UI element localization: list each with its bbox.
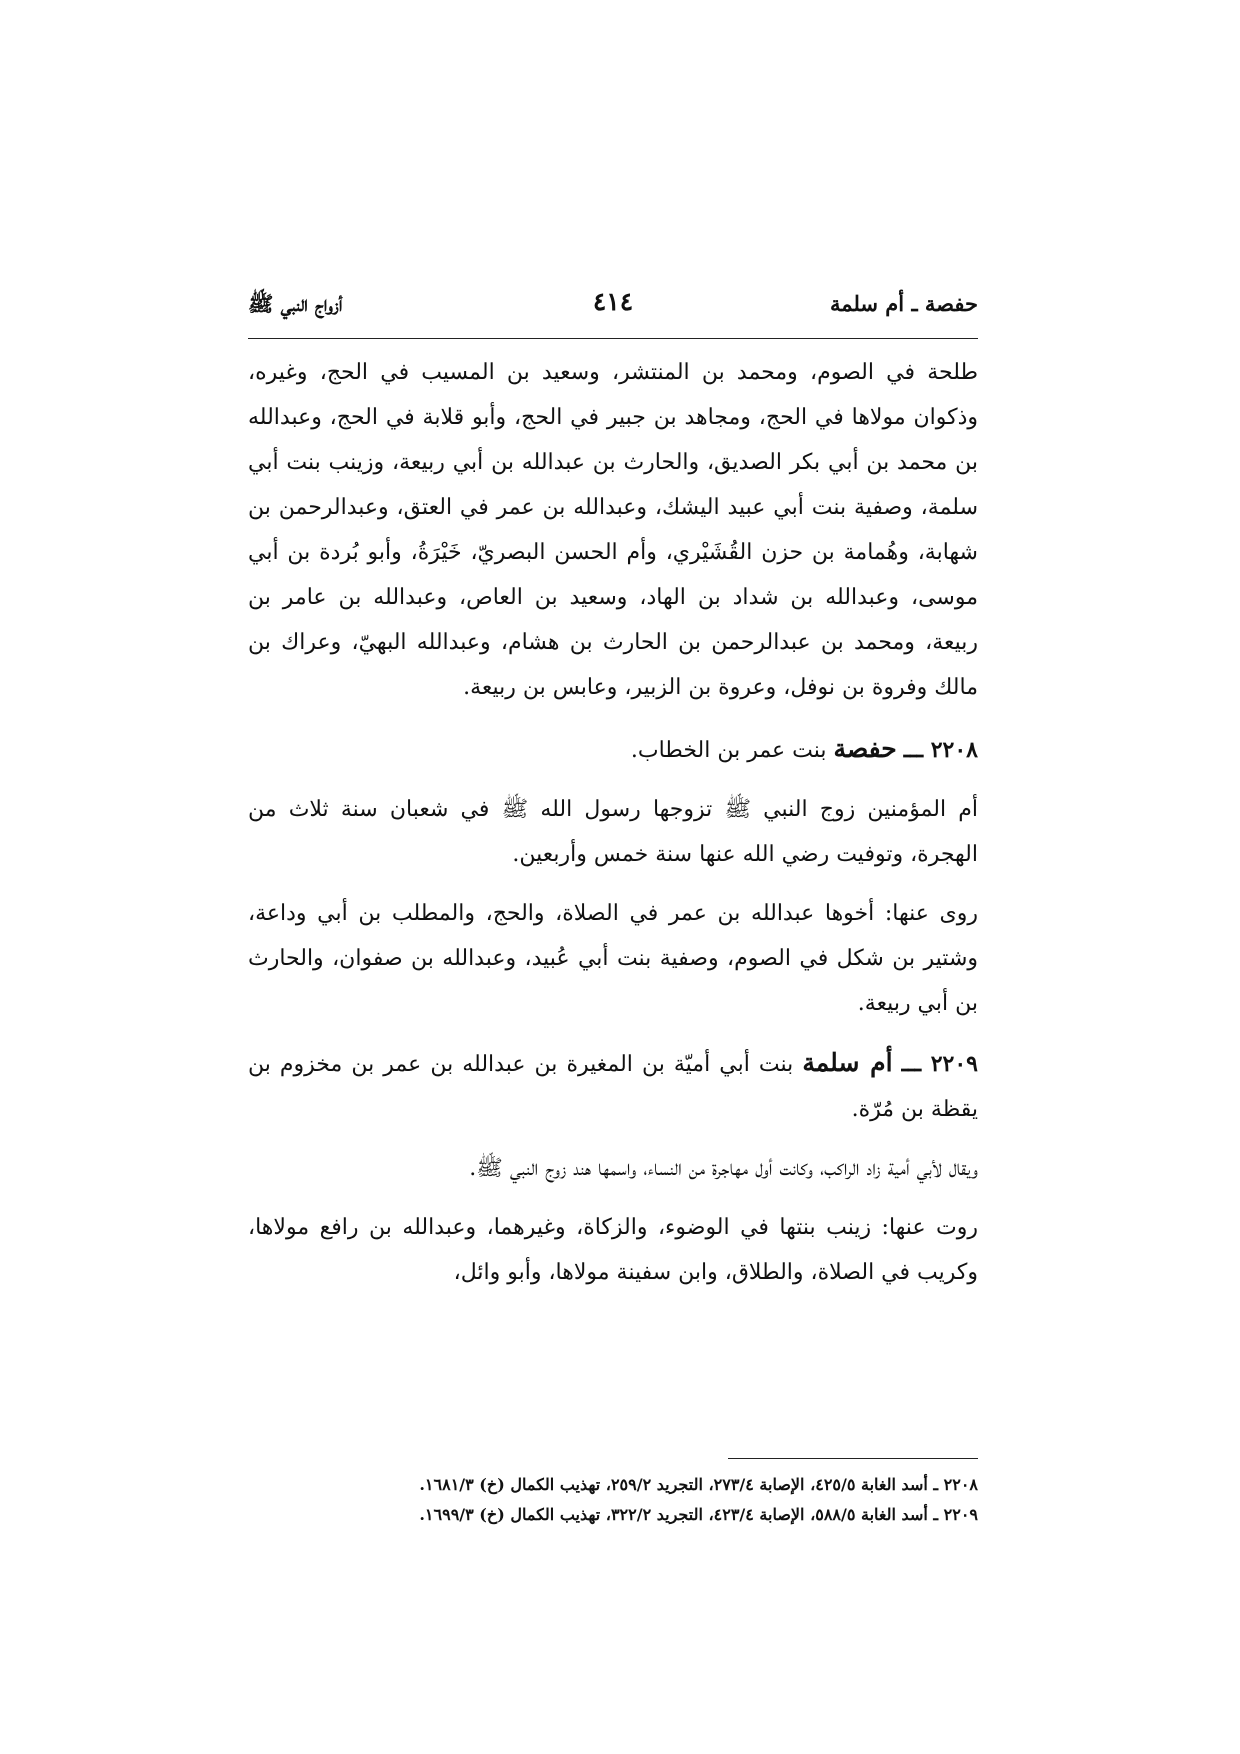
paragraph-narrators: روى عنها: أخوها عبدالله بن عمر في الصلاة، والحج، والمطلب بن أبي وداعة، وشتير بن شكل في الصوم، وصفية بنت أبي عُبيد، وعبدالله بن صفوان، والحارث بن أبي ربيعة. [248, 901, 978, 1016]
paragraph-biography: أم المؤمنين زوج النبي ﷺ تزوجها رسول الله ﷺ في شعبان سنة ثلاث من الهجرة، وتوفيت رضي الله عنها سنة خمس وأربعين. [248, 797, 978, 867]
footnote: ٢٢٠٨ ـ أسد الغابة ٤٢٥/٥، الإصابة ٢٧٣/٤، التجريد ٢٥٩/٢، تهذيب الكمال (خ) ١٦٨١/٣. [419, 1475, 978, 1494]
footnote-divider [728, 1458, 978, 1459]
paragraph-continuation: طلحة في الصوم، ومحمد بن المنتشر، وسعيد بن المسيب في الحج، وغيره، وذكوان مولاها في الحج، ومجاهد بن جبير في الحج، وأبو قلابة في الحج، وعبدالله بن محمد بن أبي بكر الصديق، والحارث بن عبدالله بن أبي ربيعة، وزينب بنت أبي سلمة، وصفية بنت أبي عبيد اليشك، وعبدالله بن عمر في العتق، وعبدالرحمن بن شهابة، وهُمامة بن حزن القُشَيْري، وأم الحسن البصريّ، خَيْرَةُ، وأبو بُردة بن أبي موسى، وعبدالله بن شداد بن الهاد، وسعيد بن العاص، وعبدالله بن عامر بن ربيعة، ومحمد بن عبدالرحمن بن الحارث بن هشام، وعبدالله البهيّ، وعراك بن مالك وفروة بن نوفل، وعروة بن الزبير، وعابس بن ربيعة. [248, 360, 978, 700]
entry-heading-2209 [248, 1040, 978, 1132]
entry-number: ٢٢٠٨ ـــ [903, 737, 978, 763]
page-number: ٤١٤ [592, 287, 634, 316]
page-header [248, 285, 978, 335]
footnote: ٢٢٠٩ ـ أسد الغابة ٥٨٨/٥، الإصابة ٤٢٣/٤، التجريد ٣٢٢/٢، تهذيب الكمال (خ) ١٦٩٩/٣. [419, 1505, 978, 1524]
entry-heading-2208 [248, 726, 978, 773]
entry-name: أم سلمة [802, 1048, 893, 1077]
running-title-right: حفصة ـ أم سلمة [830, 291, 978, 316]
paragraph-narrators: روت عنها: زينب بنتها في الوضوء، والزكاة، وغيرهما، وعبدالله بن رافع مولاها، وكريب في الصلاة، والطلاق، وابن سفينة مولاها، وأبو وائل، [248, 1215, 978, 1285]
header-divider [248, 338, 978, 339]
footnotes [248, 1470, 978, 1530]
entry-lineage: بنت أبي أميّة بن المغيرة بن عبدالله بن عمر بن مخزوم بن يقظة بن مُرّة. [248, 1052, 978, 1122]
entry-name: حفصة [833, 734, 897, 763]
entry-number: ٢٢٠٩ ـــ [901, 1051, 978, 1077]
paragraph-biography: ويقال لأبي أمية زاد الراكب، وكانت أول مهاجرة من النساء، واسمها هند زوج النبي ﷺ. [469, 1156, 978, 1181]
running-title-left: أزواج النبي ﷺ [248, 291, 343, 316]
main-text [248, 350, 978, 1309]
entry-lineage: بنت عمر بن الخطاب. [630, 738, 827, 763]
